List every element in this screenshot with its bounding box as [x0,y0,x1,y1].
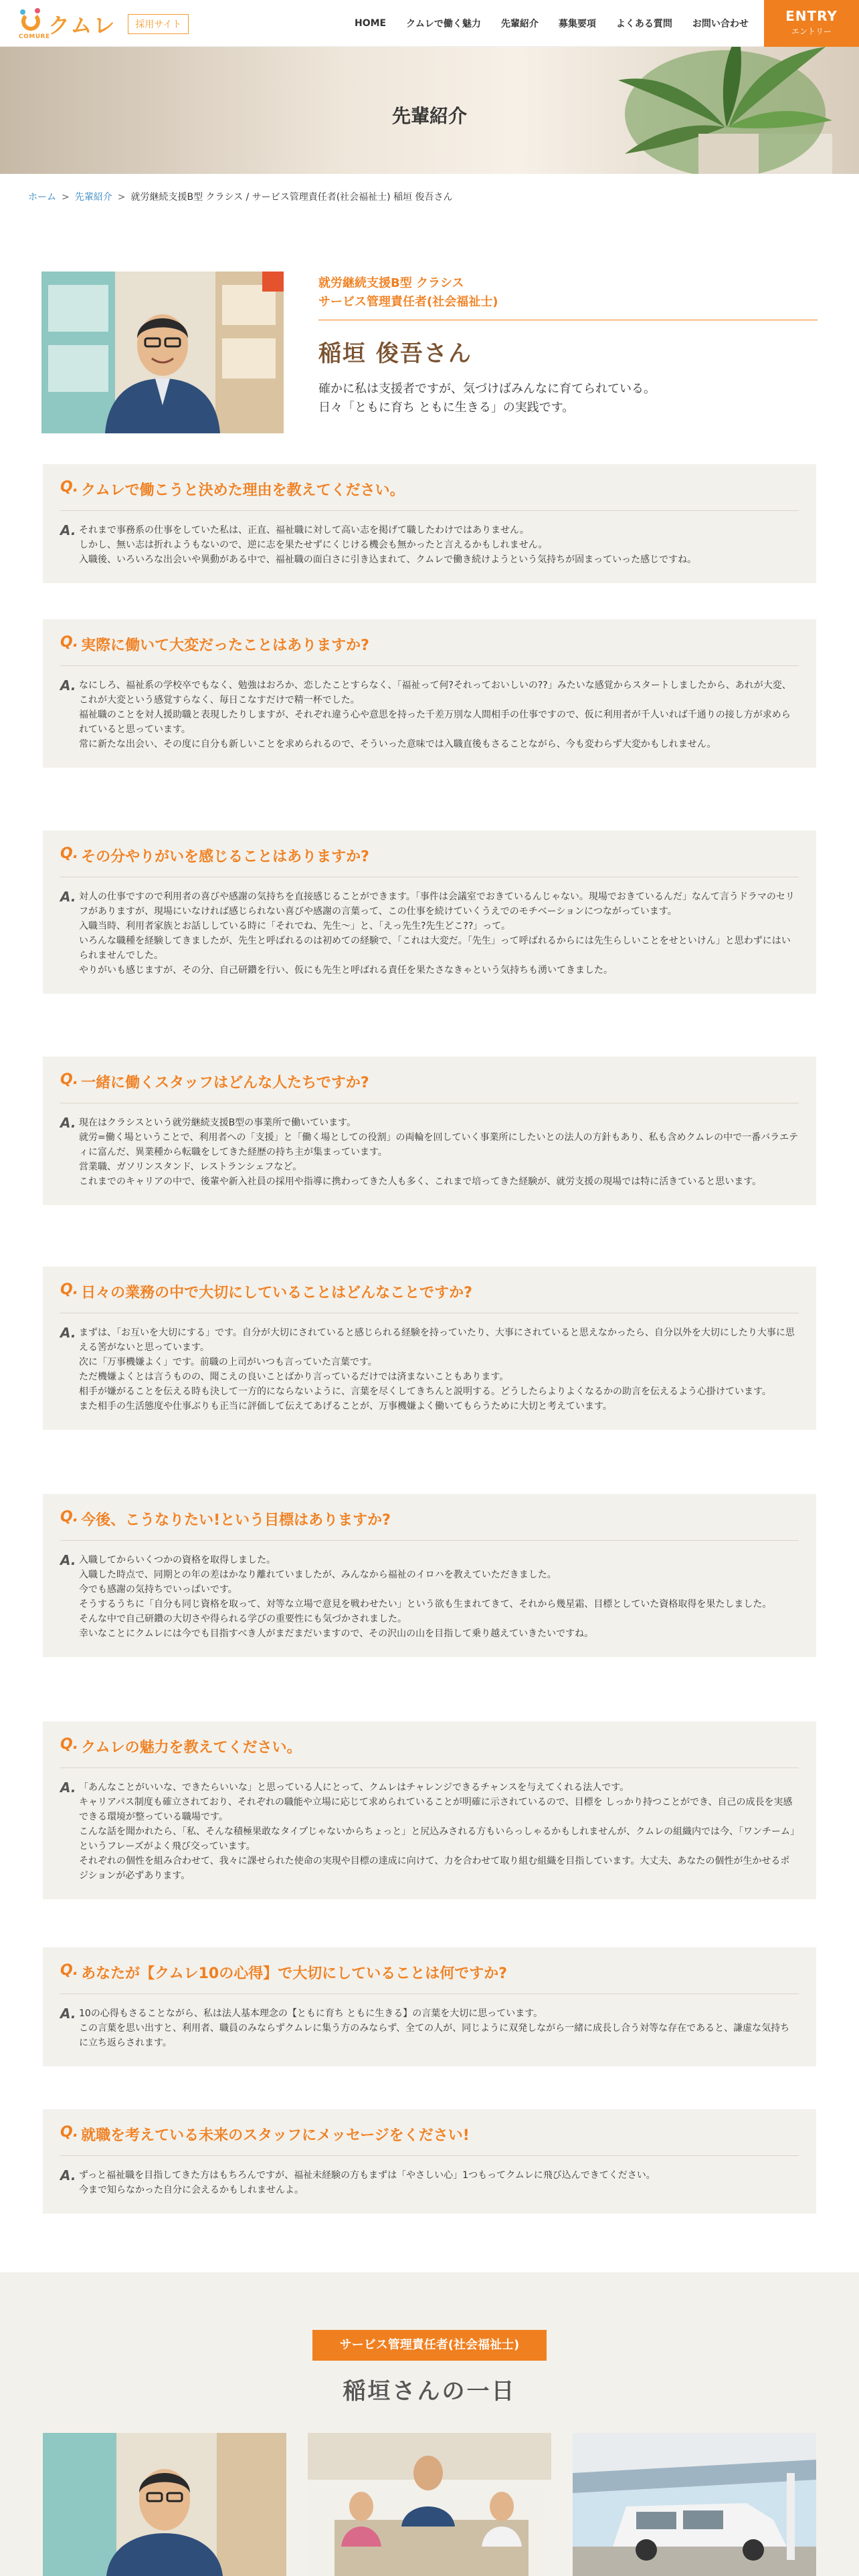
breadcrumb-home[interactable]: ホーム [28,192,56,203]
main-nav [355,0,769,47]
answer [60,1553,799,1641]
hero-banner [0,47,859,174]
answer-text: 10の心得もさることながら、私は法人基本理念の【ともに育ち ともに生きる】の言葉を大切に思っています。 この言葉を思い出すと、利用者、職員のみならずクムレに集う方のみならず、全ての人が、同じように双発しながら一緒に成長し合う対等な存在であると、謙虚な気持ちに立ち返らされます。 [79,2008,790,2048]
qa-block [43,831,816,994]
entry-button[interactable] [764,0,859,47]
qa-block [43,1721,816,1899]
answer [60,1780,799,1883]
entry-sub-label: エントリー [791,27,832,36]
profile-name: 稲垣 俊吾さん [318,340,472,367]
answer-text: それまで事務系の仕事をしていた私は、正直、福祉職に対して高い志を掲げて職したわけではありません。 しかし、無い志は折れようもないので、逆に志を果たせずにくじける機会も無かったと言えるかもしれません。 入職後、いろいろな出会いや異動がある中で、福祉職の面白さに引き込まれて、クムレで働き続けようという気持ちが固まっていった感じですね。 [79,525,697,565]
profile-info [318,274,818,417]
question-mark: Q. [60,634,79,651]
question-text: 今後、こうなりたい!という目標はありますか? [81,1512,391,1529]
daily-schedule-section [0,2272,859,2576]
question-text: 就職を考えている未来のスタッフにメッセージをください! [81,2127,470,2144]
question-text: クムレで働こうと決めた理由を教えてください。 [81,482,405,499]
logo-text: クムレ [48,13,116,38]
question-text: 一緒に働くスタッフはどんな人たちですか? [81,1075,369,1091]
question-text: あなたが【クムレ10の心得】で大切にしていることは何ですか? [81,1965,508,1982]
answer-text: 「あんなことがいいな、できたらいいな」と思っている人にとって、クムレはチャレンジできるチャンスを与えてくれる法人です。 キャリアパス制度も確立されており、それぞれの職能や立場に応じて求められていることが明確に示されているので、目標を しっかり持つことができ、自己の成長を実感できる環境が整っている職場です。 こんな話を聞かれたら、「私、そんな積極果敢なタイプじゃないからちょっと」と尻込みされる方もいらっしゃるかもしれませんが、クムレの組織内では今、「ワンチーム」というフレーズがよく飛び交っています。 それぞれの個性を組み合わせて、我々に課せられた使命の実現や目標の達成に向けて、力を合わせて取り組む組織を目指しています。大丈夫、あなたの個性が生かせるポジションが必ずあります。 [79,1782,795,1881]
qa-block [43,2109,816,2214]
answer-mark: A. [60,1552,76,1568]
question [60,1509,799,1541]
answer-mark: A. [60,677,76,693]
question-text: クムレの魅力を教えてください。 [81,1739,302,1756]
answer-mark: A. [60,522,76,538]
profile-intro-line: 日々「ともに育ち ともに生きる」の実践です。 [318,401,575,415]
breadcrumb-separator: > [117,192,126,203]
answer-mark: A. [60,1115,76,1131]
schedule-photo [573,2433,816,2576]
section-title: 稲垣さんの一日 [343,2378,516,2405]
answer [60,889,799,978]
answer-text: 対人の仕事ですので利用者の喜びや感謝の気持ちを直接感じることができます。「事件は会議室でおきているんじゃない。現場でおきているんだ」なんて言うドラマのセリフがありますが、現場にいなければ感じられない喜びや感謝の言葉って、この仕事を続けていくうえでのモチベーションにつながっています。 入職当時、利用者家族とお話ししている時に「それでね、先生〜」と、「えっ先生?先生どこ??」って。 いろんな職種を経験してきましたが、先生と呼ばれるのは初めての経験で、「これは大変だ。「先生」って呼ばれるからには先生らしいことをせといけん」と思わずにはいられませんでした。 やりがいも感じますが、その分、自己研鑽を行い、仮にも先生と呼ばれる責任を果たさなきゃという気持ちも湧いてきました。 [79,891,795,976]
question [60,1071,799,1103]
question [60,1281,799,1313]
question [60,479,799,511]
qa-block [43,1267,816,1430]
question-text: 実際に働いて大変だったことはありますか? [81,637,369,654]
question-mark: Q. [60,1962,79,1979]
question [60,1962,799,1994]
answer-mark: A. [60,889,76,905]
breadcrumb-section[interactable]: 先輩紹介 [74,192,112,203]
answer-text: 入職してからいくつかの資格を取得しました。 入職した時点で、同期との年の差はかなり離れていましたが、みんなから福祉のイロハを教えていただきました。 今でも感謝の気持ちでいっぱいです。 そうするうちに「自分も同じ資格を取って、対等な立場で意見を戦わせたい」という欲も生まれてきて、それから幾星霜、目標としていた資格取得を果たしました。 そんな中で自己研鑽の大切さや得られる学びの重要性にも気づかされました。 幸いなことにクムレには今でも目指すべき人がまだまだいますので、その沢山の山を目指して乗り越えていきたいですね。 [79,1555,772,1639]
logo-icon [19,8,50,40]
answer [60,2006,799,2050]
breadcrumb-current: 就労継続支援B型 クラシス / サービス管理責任者(社会福祉士) 稲垣 俊吾さん [130,192,453,203]
question [60,2124,799,2156]
nav-requirements[interactable]: 募集要項 [558,19,596,29]
qa-block [43,1494,816,1657]
question-mark: Q. [60,1071,79,1088]
answer [60,678,799,752]
question-mark: Q. [60,1736,79,1753]
schedule-photo [43,2433,286,2576]
question-text: その分やりがいを感じることはありますか? [81,849,369,865]
nav-staff[interactable]: 先輩紹介 [500,19,539,29]
page-title: 先輩紹介 [391,105,467,127]
answer [60,2168,799,2197]
profile-position: サービス管理責任者(社会福祉士) [318,295,498,309]
logo-sub-text: COMURE [19,33,50,40]
breadcrumb [28,190,453,203]
answer [60,1325,799,1414]
question-mark: Q. [60,1509,79,1525]
answer-text: なにしろ、福祉系の学校卒でもなく、勉強はおろか、恋したことすらなく、「福祉って何?それっておいしいの??」みたいな感覚からスタートしましたから、あれが大変、これが大変という感覚すらなく、毎日こなすだけで精一杯でした。 福祉職のことを対人援助職と表現したりしますが、それぞれ違う心や意思を持った千差万別な人間相手の仕事ですので、仮に利用者が千人いれば千通りの接し方が求められていると思っています。 常に新たな出会い、その度に自分も新しいことを求められるので、そういった意味では入職直後もさることながら、今も変わらず大変かもしれません。 [79,680,791,750]
schedule-photo [308,2433,551,2576]
nav-home[interactable]: HOME [355,18,387,29]
question [60,845,799,877]
logo[interactable] [19,7,189,41]
site-header [0,0,859,47]
question-mark: Q. [60,479,79,496]
position-badge: サービス管理責任者(社会福祉士) [312,2330,547,2361]
answer-text: 現在はクラシスという就労継続支援B型の事業所で働いています。 就労=働く場ということで、利用者への「支援」と「働く場としての役割」の両輪を回していく事業所にしたいとの法人の方針もあり、私も含めクムレの中で一番バラエティに富んだ、異業種から転職をしてきた経歴の持ち主が集まっています。 営業職、ガソリンスタンド、レストランシェフなど。 これまでのキャリアの中で、後輩や新入社員の採用や指導に携わってきた人も多く、これまで培ってきた経験が、就労支援の現場では特に活きていると思います。 [79,1117,799,1187]
qa-block [43,1057,816,1205]
nav-contact[interactable]: お問い合わせ [692,19,749,29]
answer-mark: A. [60,2006,76,2022]
answer [60,523,799,567]
answer-mark: A. [60,1325,76,1341]
question-mark: Q. [60,845,79,862]
answer-text: ずっと福祉職を目指してきた方はもちろんですが、福祉未経験の方もまずは「やさしい心」1つもってクムレに飛び込んできてください。 今まで知らなかった自分に会えるかもしれませんよ。 [79,2170,656,2195]
question-mark: Q. [60,1281,79,1298]
profile-intro-line: 確かに私は支援者ですが、気づけばみんなに育てられている。 [318,382,656,396]
answer-text: まずは、「お互いを大切にする」です。自分が大切にされていると感じられる経験を持っていたり、大事にされていると思えなかったら、自分以外を大切にしたり大事に思える筈がないと思っています。 次に「万事機嫌よく」です。前職の上司がいつも言っていた言葉です。 ただ機嫌よくとは言うものの、聞こえの良いことばかり言っているだけでは済まないこともあります。 相手が嫌がることを伝える時も決して一方的にならないように、言葉を尽くしてきちんと説明する。どうしたらよりよくなるかの助言を伝えるよう心掛けています。 また相手の生活態度や仕事ぶりも正当に評価して伝えてあげることが、万事機嫌よく働いてもらうために大切と考えています。 [79,1327,795,1412]
question-text: 日々の業務の中で大切にしていることはどんなことですか? [81,1285,472,1301]
site-badge: 採用サイト [128,14,189,34]
profile-workplace: 就労継続支援B型 クラシス [318,276,464,290]
answer-mark: A. [60,1780,76,1796]
profile-photo [41,272,284,433]
answer-mark: A. [60,2167,76,2183]
question-mark: Q. [60,2124,79,2141]
profile-intro [318,380,818,417]
entry-label: ENTRY [785,8,838,24]
qa-block [43,1947,816,2066]
answer [60,1115,799,1189]
question [60,1736,799,1768]
question [60,634,799,666]
nav-faq[interactable]: よくある質問 [615,19,672,29]
breadcrumb-separator: > [62,192,70,203]
qa-block [43,619,816,768]
qa-block [43,464,816,583]
nav-appeal[interactable]: クムレで働く魅力 [406,19,481,29]
